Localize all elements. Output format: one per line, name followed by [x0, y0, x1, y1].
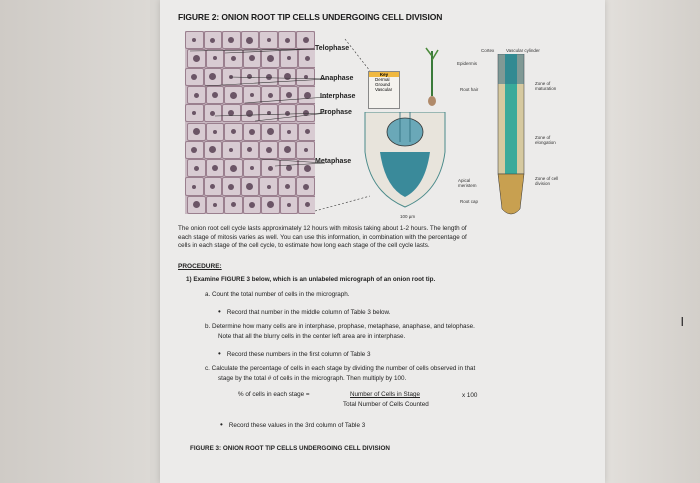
label-zone-maturation: Zone of maturation [535, 81, 557, 91]
key-vascular: Vascular [375, 87, 393, 92]
step-1: 1) Examine FIGURE 3 below, which is an unlabeled micrograph of an onion root tip. [186, 276, 436, 283]
formula-numerator: Number of Cells in Stage [350, 391, 420, 398]
step-b-line-2: Note that all the blurry cells in the center left area are in interphase. [218, 333, 406, 340]
label-cortex: Cortex [481, 48, 495, 53]
document-page [160, 0, 605, 483]
step-b-bullet: • Record these numbers in the first column of Table 3 [218, 349, 371, 358]
label-root-cap: Root cap [460, 199, 479, 204]
label-metaphase: Metaphase [315, 158, 352, 165]
step-a: a. Count the total number of cells in the micrograph. [205, 291, 350, 298]
step-c-line-2: stage by the total # of cells in the micrograph. Then multiply by 100. [218, 375, 407, 382]
label-epidermis: Epidermis [457, 61, 478, 66]
step-c-bullet: • Record these values in the 3rd column of Table 3 [220, 420, 365, 429]
tissue-key [368, 71, 400, 109]
step-a-bullet: • Record that number in the middle column of Table 3 below. [218, 307, 391, 316]
step-c-line-1: c. Calculate the percentage of cells in each stage by dividing the number of cells observed in that [205, 365, 476, 372]
formula-multiplier: x 100 [462, 392, 478, 399]
label-prophase: Prophase [320, 109, 352, 116]
intro-line-2: each stage of mitosis varies as well. You can use this information, in combination with the percentage of [178, 233, 467, 241]
label-apical-meristem: Apical meristem [458, 178, 477, 188]
figure3-title: FIGURE 3: ONION ROOT TIP CELLS UNDERGOING CELL DIVISION [190, 445, 390, 452]
procedure-heading: PROCEDURE: [178, 263, 222, 270]
background-right [605, 0, 700, 483]
intro-line-1: The onion root cell cycle lasts approximately 12 hours with mitosis taking about 1-2 hours. The length of [178, 225, 467, 232]
label-zone-elongation: Zone of elongation [535, 135, 556, 145]
key-dermal: Dermal [375, 77, 390, 82]
plant-drawing [422, 46, 442, 111]
key-ground: Ground [375, 82, 391, 87]
key-title: Key [369, 72, 399, 77]
formula-left: % of cells in each stage = [238, 391, 310, 398]
figure2-title: FIGURE 2: ONION ROOT TIP CELLS UNDERGOING CELL DIVISION [178, 12, 443, 22]
label-root-hair: Root hair [460, 87, 479, 92]
label-pointer-lines [185, 31, 385, 214]
intro-line-3: cells in each stage of the cell cycle, to estimate how long each stage of the cell cycle lasts. [178, 242, 430, 249]
background-left [0, 0, 150, 483]
label-zone-division: Zone of cell division [535, 176, 559, 186]
label-interphase: Interphase [320, 93, 356, 100]
intro-paragraph [178, 225, 578, 251]
label-vascular-cylinder: Vascular cylinder [506, 48, 540, 53]
label-anaphase: Anaphase [320, 75, 354, 82]
step-b-line-1: b. Determine how many cells are in interphase, prophase, metaphase, anaphase, and telophase. [205, 323, 475, 330]
text-cursor-icon: I [680, 315, 684, 329]
root-sem-image [490, 54, 540, 226]
scale-bar-label: 100 µm [400, 214, 416, 219]
root-tip-drawing [360, 112, 450, 210]
label-telophase: Telophase [315, 45, 350, 52]
formula-denominator: Total Number of Cells Counted [343, 401, 429, 408]
